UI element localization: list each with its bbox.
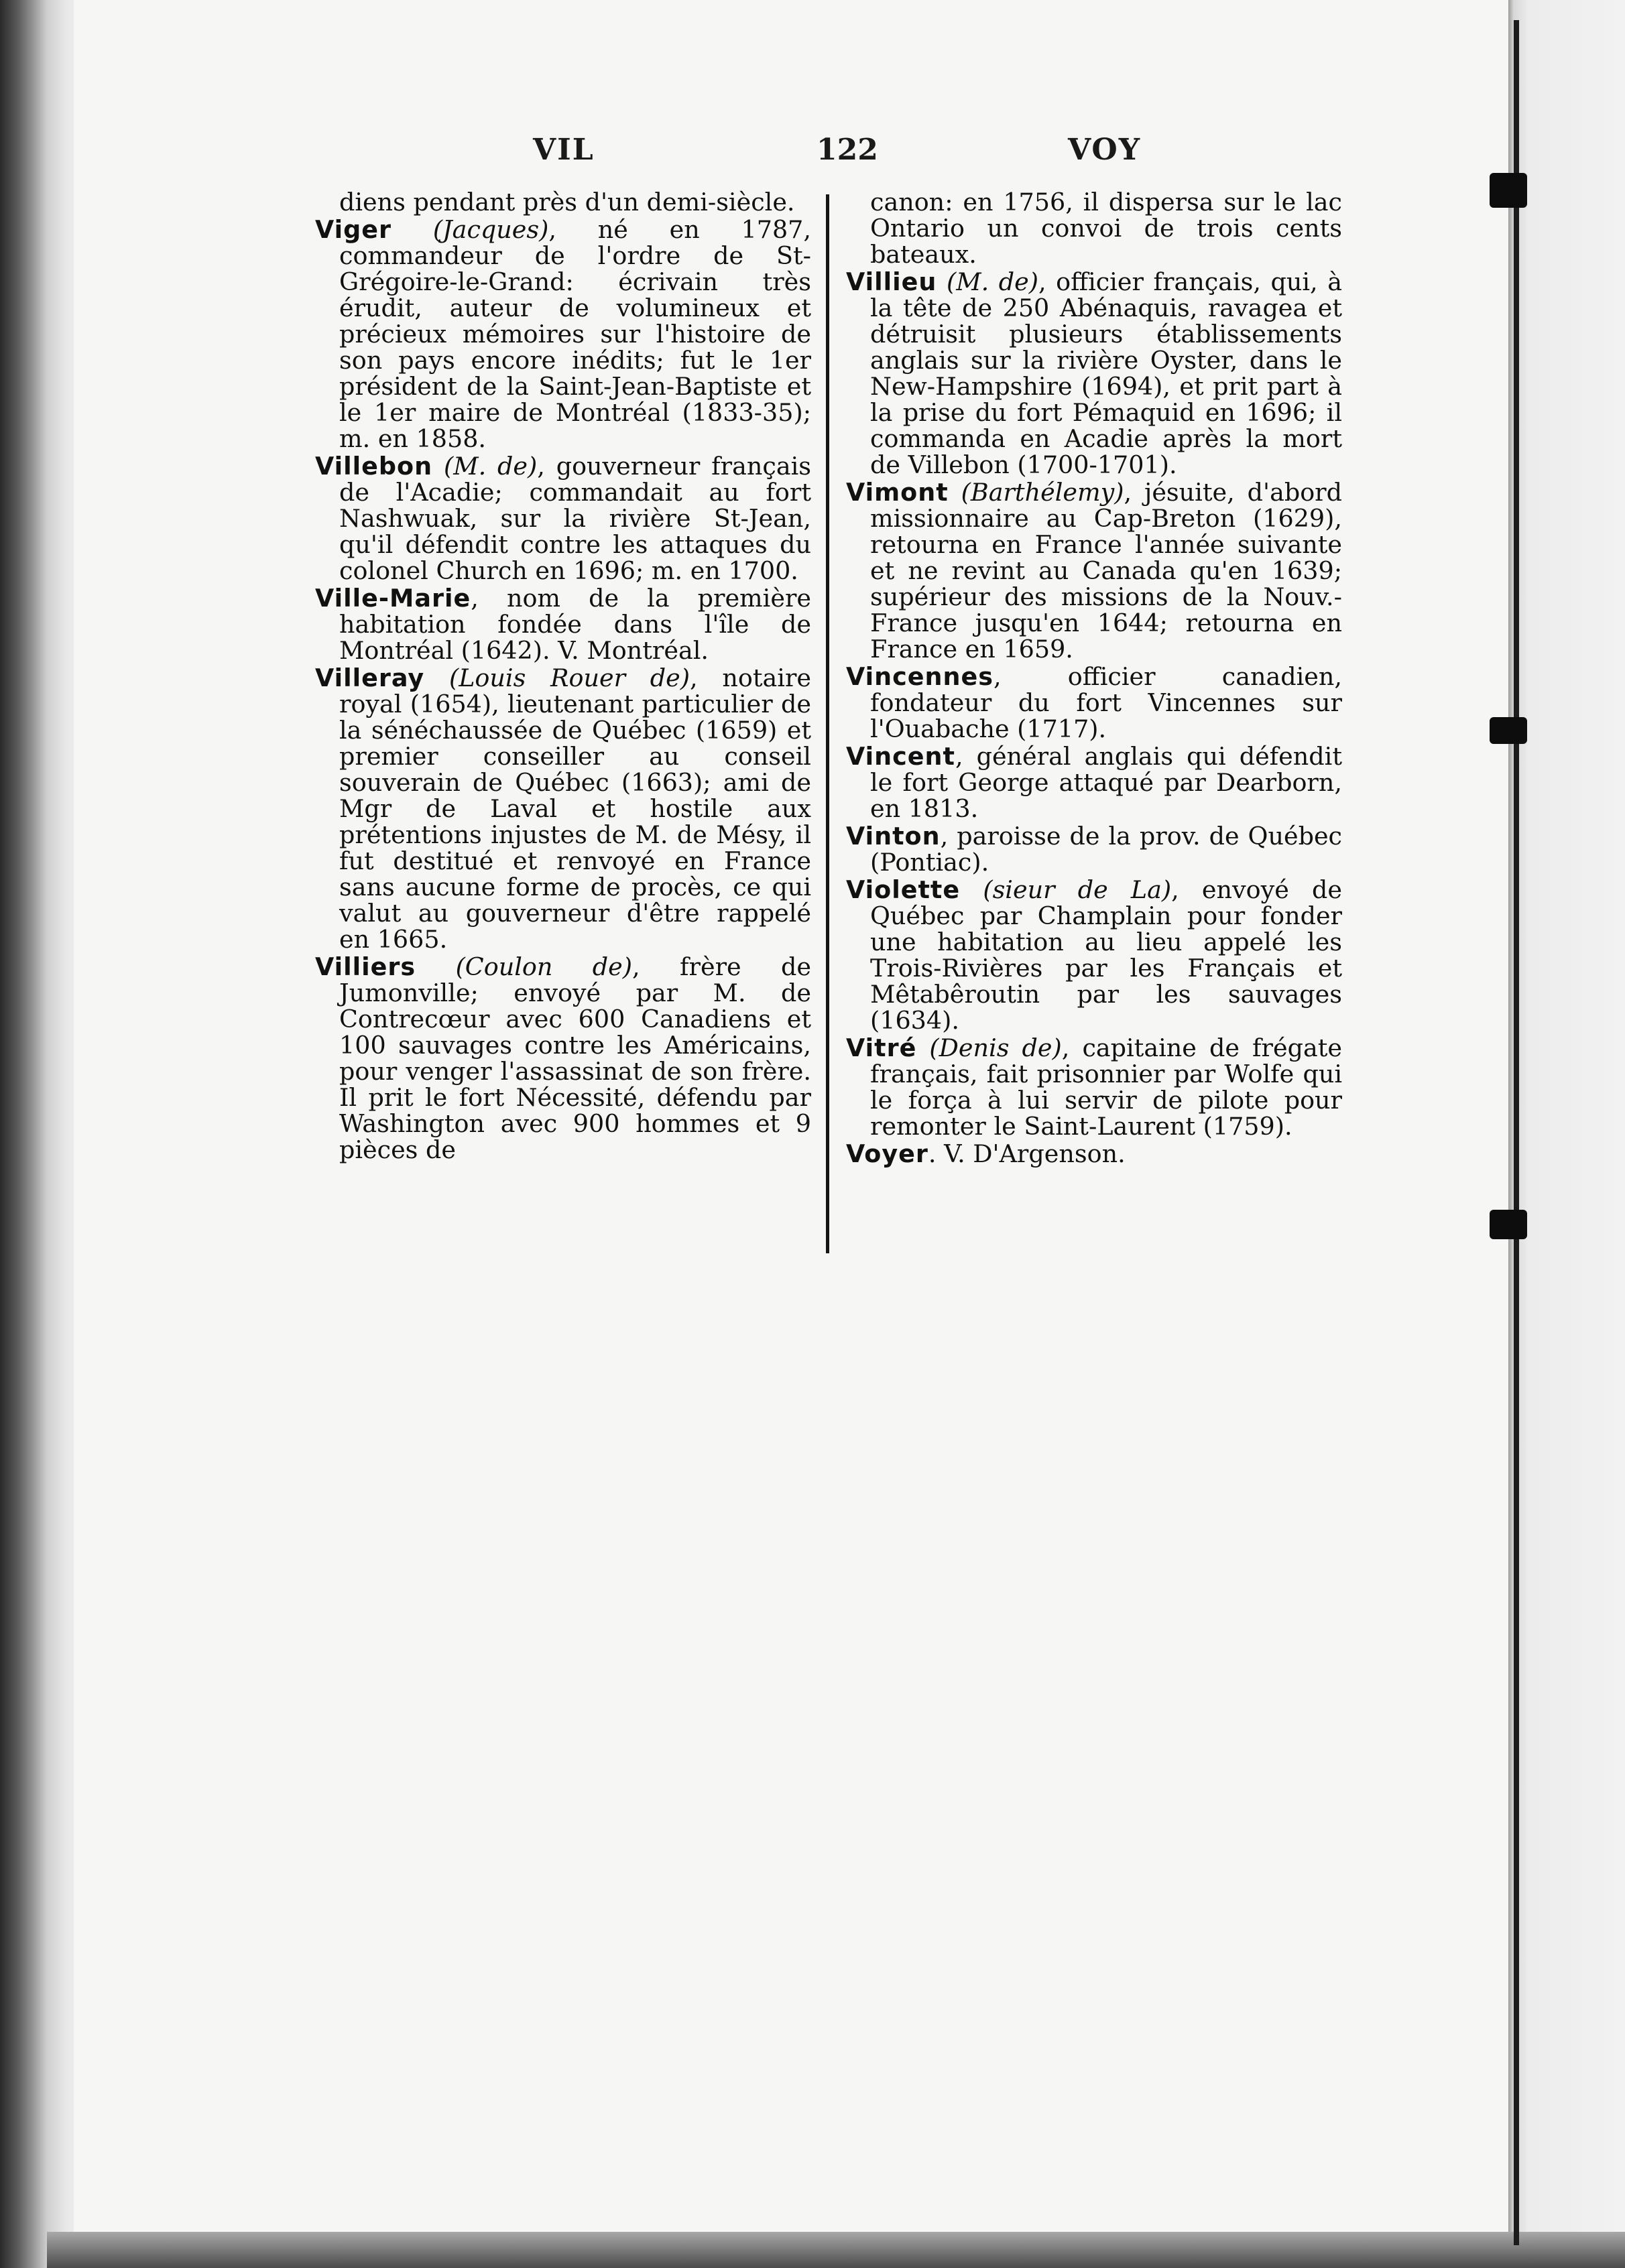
entry-text: , envoyé de Québec par Champlain pour fonder une habitation au lieu appelé les Trois-Rivières par les Français et Mêtabêroutin par les sauvages (1634).: [870, 875, 1342, 1035]
header-left-guideword: VIL: [533, 133, 595, 167]
dictionary-entry: [846, 269, 1342, 478]
dictionary-entry: [846, 823, 1342, 875]
entry-text: , général anglais qui défendit le fort George attaqué par Dearborn, en 1813.: [870, 742, 1342, 823]
entry-subtitle: (Coulon de): [455, 952, 632, 981]
entry-text: . V. D'Argenson.: [928, 1139, 1126, 1168]
entry-headword: Vincent: [846, 742, 955, 771]
entry-text: , frère de Jumonville; envoyé par M. de Contrecœur avec 600 Canadiens et 100 sauvages contre les Américains, pour venger l'assassinat de son frère. Il prit le fort Nécessité, défendu par Washington avec 900 hommes et 9 pièces de: [339, 952, 811, 1164]
entry-subtitle: (sieur de La): [983, 875, 1172, 904]
page-number: 122: [817, 133, 878, 167]
entry-subtitle: (Denis de): [929, 1033, 1062, 1062]
entry-headword: Viger: [315, 215, 392, 244]
entry-headword: Vinton: [846, 822, 941, 850]
right-column: [846, 189, 1342, 1288]
entry-text: , gouverneur français de l'Acadie; commandait au fort Nashwuak, sur la rivière St-Jean, qu'il défendit contre les attaques du colonel Church en 1696; m. en 1700.: [339, 452, 811, 585]
dictionary-entry: [315, 665, 811, 952]
dictionary-entry: [315, 216, 811, 452]
entry-headword: Villieu: [846, 267, 937, 296]
header-right-guideword: VOY: [1068, 133, 1142, 167]
entry-headword: Vitré: [846, 1033, 917, 1062]
entry-headword: Vincennes: [846, 662, 994, 691]
column-divider: [826, 194, 829, 1253]
entry-text: , nom de la première habitation fondée dans l'île de Montréal (1642). V. Montréal.: [339, 584, 811, 665]
entry-text: , capitaine de frégate français, fait prisonnier par Wolfe qui le força à lui servir de pilote pour remonter le Saint-Laurent (1759).: [870, 1033, 1342, 1141]
dictionary-entry: [315, 954, 811, 1163]
entry-text: , officier canadien, fondateur du fort Vincennes sur l'Ouabache (1717).: [870, 662, 1342, 743]
entry-subtitle: (Barthélemy): [961, 478, 1124, 507]
dictionary-entry: [846, 1141, 1342, 1167]
entry-subtitle: (M. de): [443, 452, 538, 481]
entry-subtitle: (Louis Rouer de): [448, 664, 690, 692]
left-column: [315, 189, 811, 1288]
scan-bottom-edge: [47, 2232, 1625, 2268]
entry-text: diens pendant près d'un demi-siècle.: [339, 189, 795, 216]
dictionary-entry: [315, 453, 811, 584]
binding-mark: [1490, 717, 1527, 744]
binding-mark: [1490, 173, 1527, 208]
entry-headword: Villeray: [315, 664, 425, 692]
dictionary-entry: [315, 585, 811, 664]
entry-headword: Ville-Marie: [315, 584, 471, 613]
entry-headword: Villebon: [315, 452, 433, 481]
entry-headword: Violette: [846, 875, 961, 904]
dictionary-entry: [846, 664, 1342, 742]
entry-headword: Vimont: [846, 478, 949, 507]
dictionary-entry: [846, 479, 1342, 662]
entry-text: , jésuite, d'abord missionnaire au Cap-Breton (1629), retourna en France l'année suivante et ne revint au Canada qu'en 1639; supérieur des missions de la Nouv.-France jusqu'en 1644; retourna en France en 1659.: [870, 478, 1342, 664]
entry-text: canon: en 1756, il dispersa sur le lac Ontario un convoi de trois cents bateaux.: [870, 189, 1342, 269]
dictionary-entry: [846, 743, 1342, 822]
page-right-margin: [1508, 0, 1625, 2268]
dictionary-entry: [315, 189, 811, 215]
entry-subtitle: (Jacques): [432, 215, 549, 244]
entry-text: , officier français, qui, à la tête de 250 Abénaquis, ravagea et détruisit plusieurs établissements anglais sur la rivière Oyster, dans le New-Hampshire (1694), et prit part à la prise du fort Pémaquid en 1696; il commanda en Acadie après la mort de Villebon (1700-1701).: [870, 267, 1342, 479]
binding-mark: [1490, 1210, 1527, 1239]
dictionary-entry: [846, 1035, 1342, 1139]
dictionary-entry: [846, 877, 1342, 1033]
entry-text: , notaire royal (1654), lieutenant particulier de la sénéchaussée de Québec (1659) et premier conseiller au conseil souverain de Québec (1663); ami de Mgr de Laval et hostile aux prétentions injustes de M. de Mésy, il fut destitué et renvoyé en France sans aucune forme de procès, ce qui valut au gouverneur d'être rappelé en 1665.: [339, 664, 811, 954]
entry-headword: Villiers: [315, 952, 416, 981]
entry-subtitle: (M. de): [946, 267, 1038, 296]
page-fold-line: [1514, 20, 1519, 2245]
dictionary-entry: [846, 189, 1342, 267]
entry-headword: Voyer: [846, 1139, 928, 1168]
running-header: [0, 133, 1625, 173]
entry-text: , paroisse de la prov. de Québec (Pontiac).: [870, 822, 1342, 877]
entry-text: , né en 1787, commandeur de l'ordre de St-Grégoire-le-Grand: écrivain très érudit, auteur de volumineux et précieux mémoires sur l'histoire de son pays encore inédits; fut le 1er président de la Saint-Jean-Baptiste et le 1er maire de Montréal (1833-35); m. en 1858.: [339, 215, 811, 453]
